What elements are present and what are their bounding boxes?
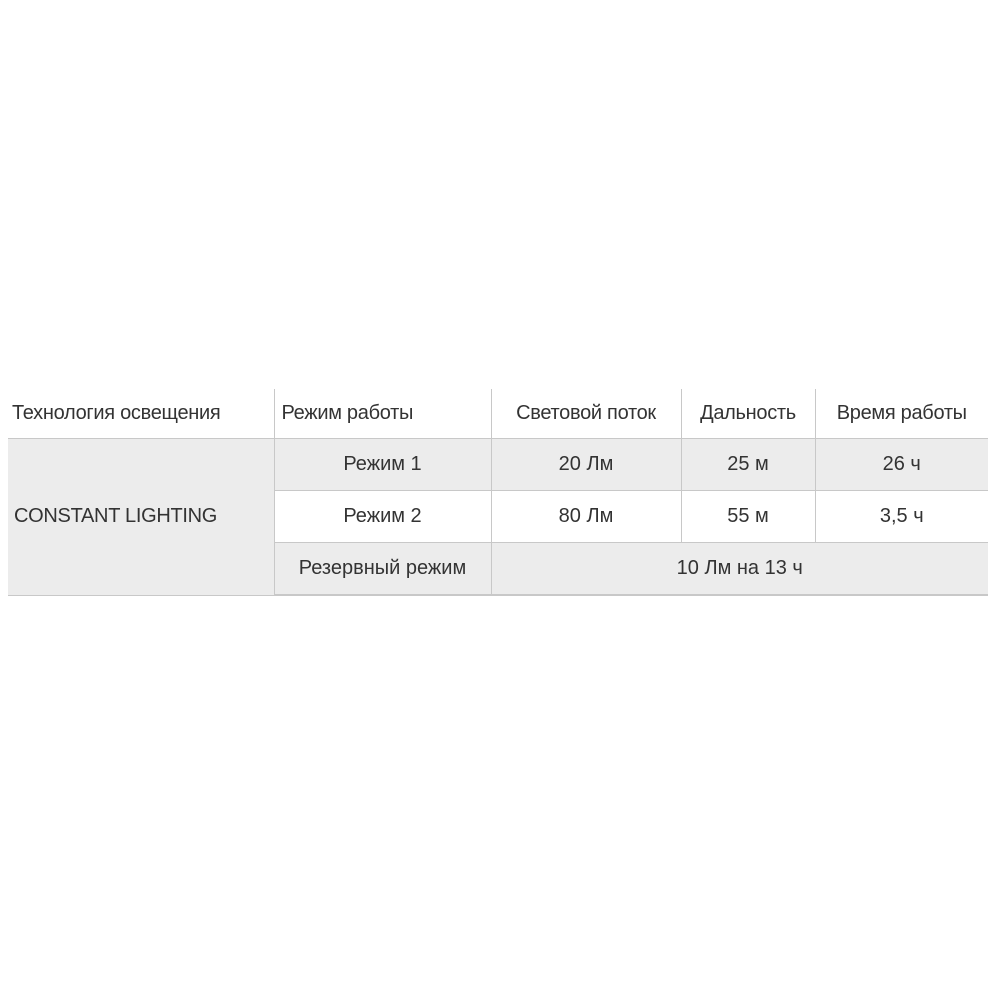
flux-cell: 20 Лм — [491, 439, 681, 491]
reserve-value-cell: 10 Лм на 13 ч — [491, 543, 988, 596]
table-row — [8, 439, 988, 491]
flux-cell: 80 Лм — [491, 491, 681, 543]
range-cell: 55 м — [681, 491, 815, 543]
runtime-cell: 3,5 ч — [815, 491, 988, 543]
table-header-row — [8, 389, 988, 439]
header-range: Дальность — [681, 389, 815, 439]
header-runtime: Время работы — [815, 389, 988, 439]
mode-cell: Режим 1 — [274, 439, 491, 491]
header-technology: Технология освещения — [8, 389, 274, 439]
runtime-cell: 26 ч — [815, 439, 988, 491]
header-flux: Световой поток — [491, 389, 681, 439]
lighting-spec-table — [8, 389, 988, 596]
reserve-mode-cell: Резервный режим — [274, 543, 491, 596]
technology-cell: CONSTANT LIGHTING — [8, 439, 274, 596]
range-cell: 25 м — [681, 439, 815, 491]
header-mode: Режим работы — [274, 389, 491, 439]
mode-cell: Режим 2 — [274, 491, 491, 543]
